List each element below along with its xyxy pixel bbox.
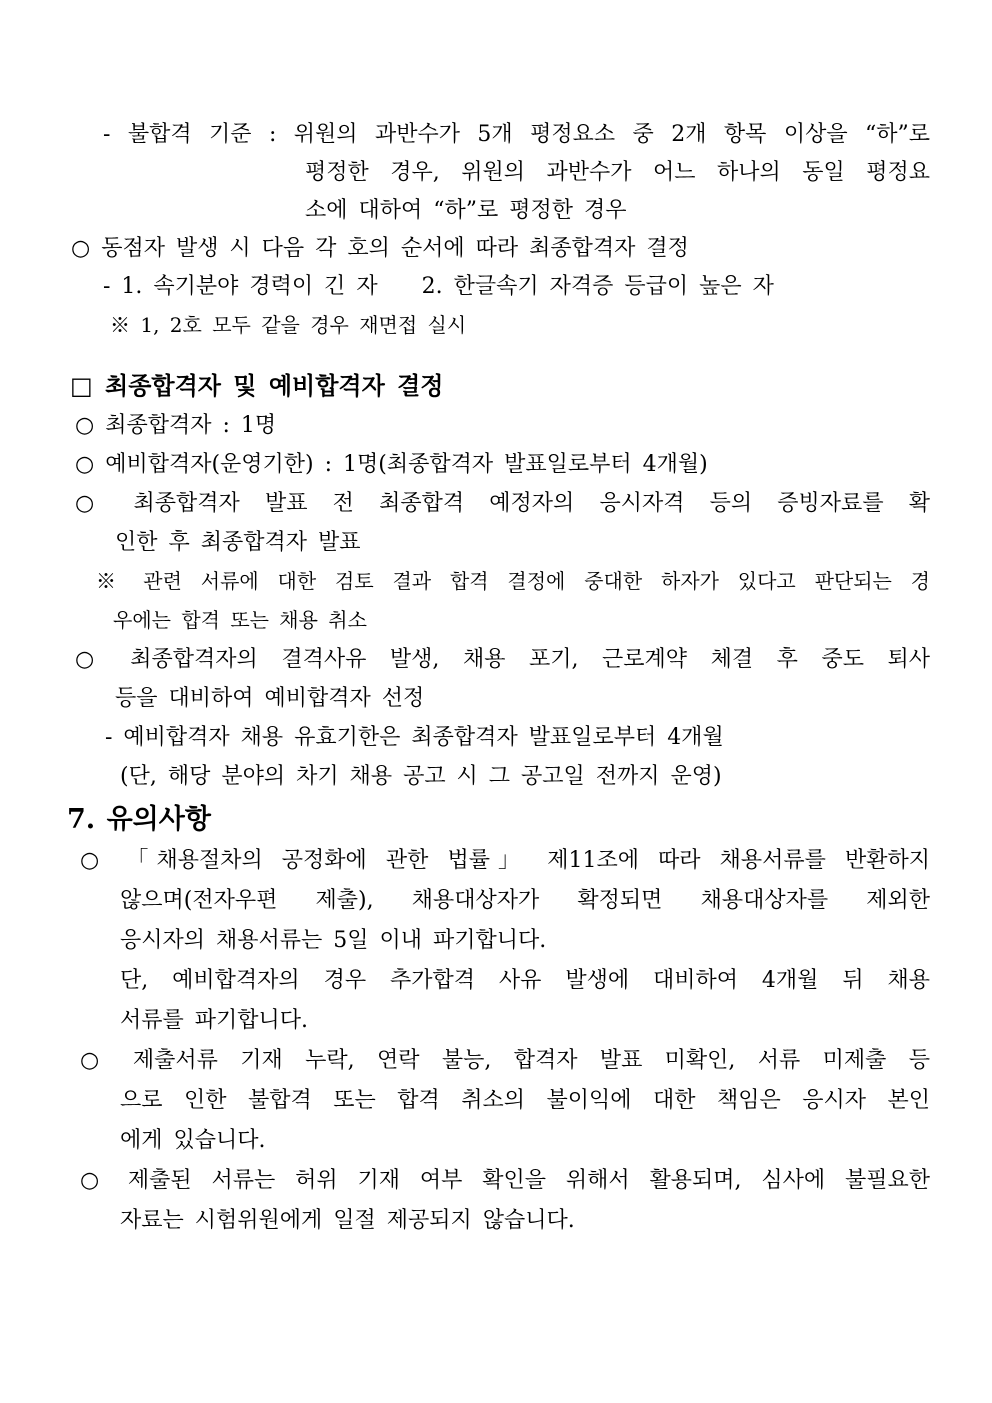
notice-return-line-2: 않으며(전자우편 제출), 채용대상자가 확정되면 채용대상자를 제외한 — [120, 888, 930, 913]
notice-return-line-1: ○ 「채용절차의 공정화에 관한 법률」 제11조에 따라 채용서류를 반환하지 — [80, 848, 930, 873]
section-final-selection — [0, 366, 992, 796]
section-notices — [0, 798, 992, 1241]
tie-breaker-note: ※ 1, 2호 모두 같을 경우 재면접 실시 — [110, 313, 467, 337]
notice-liability-line-1: ○ 제출서류 기재 누락, 연락 불능, 합격자 발표 미확인, 서류 미제출 등 — [80, 1048, 930, 1073]
notice-usage-line-2: 자료는 시험위원에게 일절 제공되지 않습니다. — [120, 1208, 575, 1233]
final-selection-heading: □ 최종합격자 및 예비합격자 결정 — [70, 371, 444, 400]
reserve-reason-line-1: ○ 최종합격자의 결격사유 발생, 채용 포기, 근로계약 체결 후 중도 퇴사 — [75, 647, 930, 672]
notice-liability-line-3: 에게 있습니다. — [120, 1128, 266, 1153]
reserve-reason-line-2: 등을 대비하여 예비합격자 선정 — [115, 686, 425, 711]
fail-criteria-line-3: 소에 대하여 “하”로 평정한 경우 — [305, 198, 627, 223]
notice-return-line-4: 단, 예비합격자의 경우 추가합격 사유 발생에 대비하여 4개월 뒤 채용 — [120, 968, 930, 993]
reserve-validity-line-1: - 예비합격자 채용 유효기한은 최종합격자 발표일로부터 4개월 — [105, 725, 724, 750]
verify-docs-line-2: 인한 후 최종합격자 발표 — [115, 530, 361, 555]
fail-criteria-line-1: - 불합격 기준 : 위원의 과반수가 5개 평정요소 중 2개 항목 이상을 “하”로 — [103, 122, 930, 147]
final-count-line: ○ 최종합격자 : 1명 — [75, 413, 277, 438]
tie-breaker-sub-item: - 1. 속기분야 경력이 긴 자 2. 한글속기 자격증 등급이 높은 자 — [103, 274, 774, 299]
notice-return-line-5: 서류를 파기합니다. — [120, 1008, 309, 1033]
cancel-note-line-2: 우에는 합격 또는 채용 취소 — [113, 608, 367, 632]
reserve-validity-line-2: (단, 해당 분야의 차기 채용 공고 시 그 공고일 전까지 운영) — [120, 764, 722, 789]
notice-usage-line-1: ○ 제출된 서류는 허위 기재 여부 확인을 위해서 활용되며, 심사에 불필요한 — [80, 1168, 930, 1193]
cancel-note-line-1: ※ 관련 서류에 대한 검토 결과 합격 결정에 중대한 하자가 있다고 판단되는 경 — [96, 569, 930, 593]
notice-return-line-3: 응시자의 채용서류는 5일 이내 파기합니다. — [120, 928, 547, 953]
notices-heading: 7. 유의사항 — [67, 804, 211, 835]
reserve-count-line: ○ 예비합격자(운영기한) : 1명(최종합격자 발표일로부터 4개월) — [75, 452, 708, 477]
verify-docs-line-1: ○ 최종합격자 발표 전 최종합격 예정자의 응시자격 등의 증빙자료를 확 — [75, 491, 930, 516]
fail-criteria-line-2: 평정한 경우, 위원의 과반수가 어느 하나의 동일 평정요 — [305, 160, 930, 185]
notice-liability-line-2: 으로 인한 불합격 또는 합격 취소의 불이익에 대한 책임은 응시자 본인 — [120, 1088, 930, 1113]
section-interview-criteria — [0, 116, 992, 344]
tie-breaker-line: ○ 동점자 발생 시 다음 각 호의 순서에 따라 최종합격자 결정 — [71, 236, 689, 261]
